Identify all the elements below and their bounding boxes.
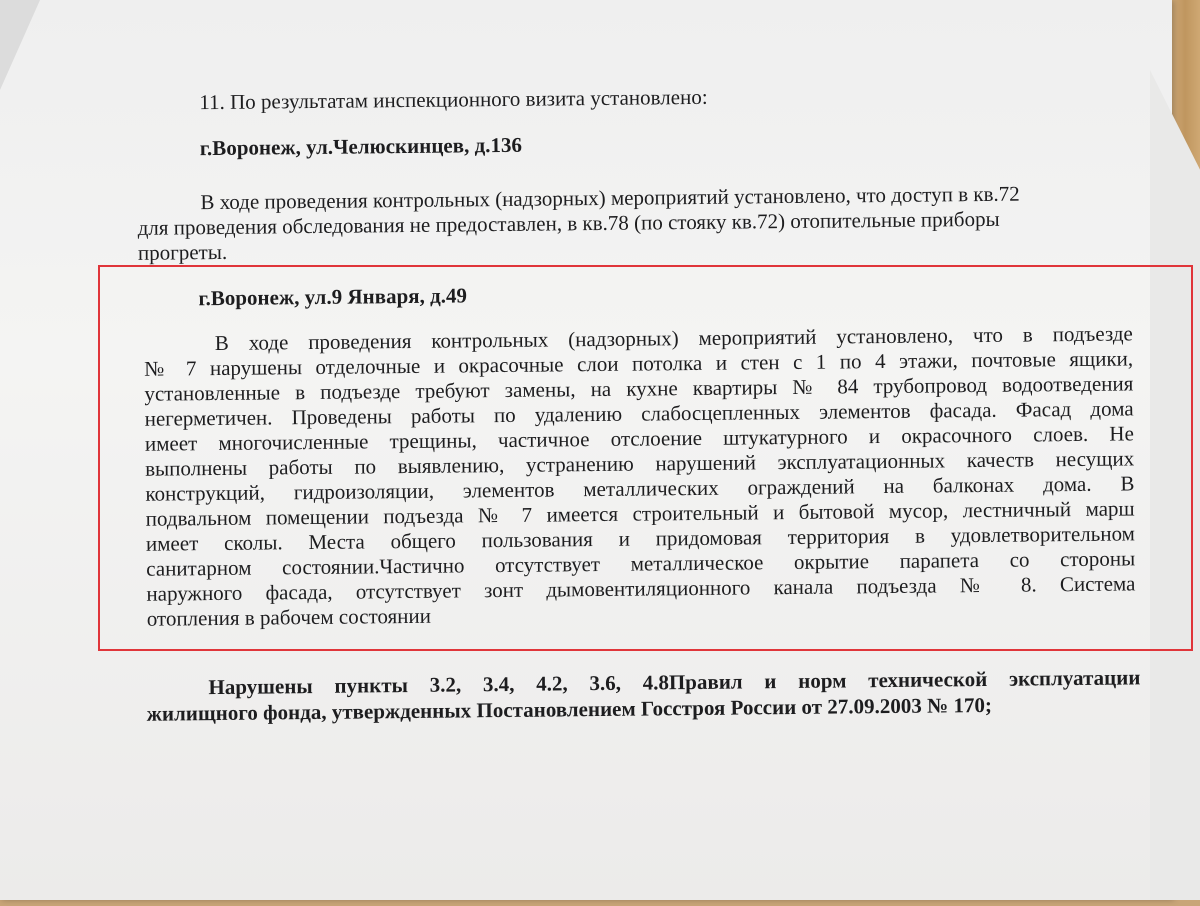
para-2-line: наружного фасада, отсутствует зонт дымовентиляционного канала подъезда № 8. Система xyxy=(146,571,1136,606)
item-heading: 11. По результатам инспекционного визита установлено: xyxy=(199,84,708,115)
para-2-line: негерметичен. Проведены работы по удалению слабосцепленных элементов фасада. Фасад дома xyxy=(144,396,1134,431)
para-2-line: № 7 нарушены отделочные и окрасочные слои потолка и стен с 1 по 4 этажи, почтовые ящики, xyxy=(143,346,1134,381)
para-2-line: В ходе проведения контрольных (надзорных) мероприятий установлено, что в подъезде xyxy=(214,321,1133,356)
para-2-line: конструкций, гидроизоляции, элементов металлических ограждений на балконах дома. В xyxy=(145,471,1135,506)
para-1-line: прогреты. xyxy=(137,239,228,265)
para-2-line: выполнены работы по выявлению, устранению нарушений эксплуатационных качеств несущих xyxy=(145,446,1135,481)
para-1-line: для проведения обследования не предоставлен, в кв.78 (по стояку кв.72) отопительные приборы xyxy=(137,206,1000,240)
para-2-line: отопления в рабочем состоянии xyxy=(146,603,431,631)
para-2-line: подвальном помещении подъезда № 7 имеется строительный и бытовой мусор, лестничный марш xyxy=(145,496,1135,531)
violations-line: жилищного фонда, утвержденных Постановлением Госстроя России от 27.09.2003 № 170; xyxy=(146,692,992,726)
para-2-line: установленные в подъезде требуют замены, на кухне квартиры № 84 трубопровод водоотведения xyxy=(144,371,1134,406)
para-1-line: В ходе проведения контрольных (надзорных) мероприятий установлено, что доступ в кв.72 xyxy=(200,181,1020,215)
para-2-line: санитарном состоянии.Частично отсутствует металлическое окрытие парапета со стороны xyxy=(146,546,1136,581)
para-2-line: имеет сколы. Места общего пользования и придомовая территория в удовлетворительном xyxy=(145,521,1136,556)
address-heading-2: г.Воронеж, ул.9 Января, д.49 xyxy=(198,283,468,311)
violations-line: Нарушены пункты 3.2, 3.4, 4.2, 3.6, 4.8Правил и норм технической эксплуатации xyxy=(208,665,1141,700)
highlight-frame xyxy=(98,265,1193,651)
para-2-line: имеет многочисленные трещины, частичное отслоение штукатурного и окрасочного слоев. Не xyxy=(144,421,1134,456)
address-heading-1: г.Воронеж, ул.Челюскинцев, д.136 xyxy=(199,132,523,161)
